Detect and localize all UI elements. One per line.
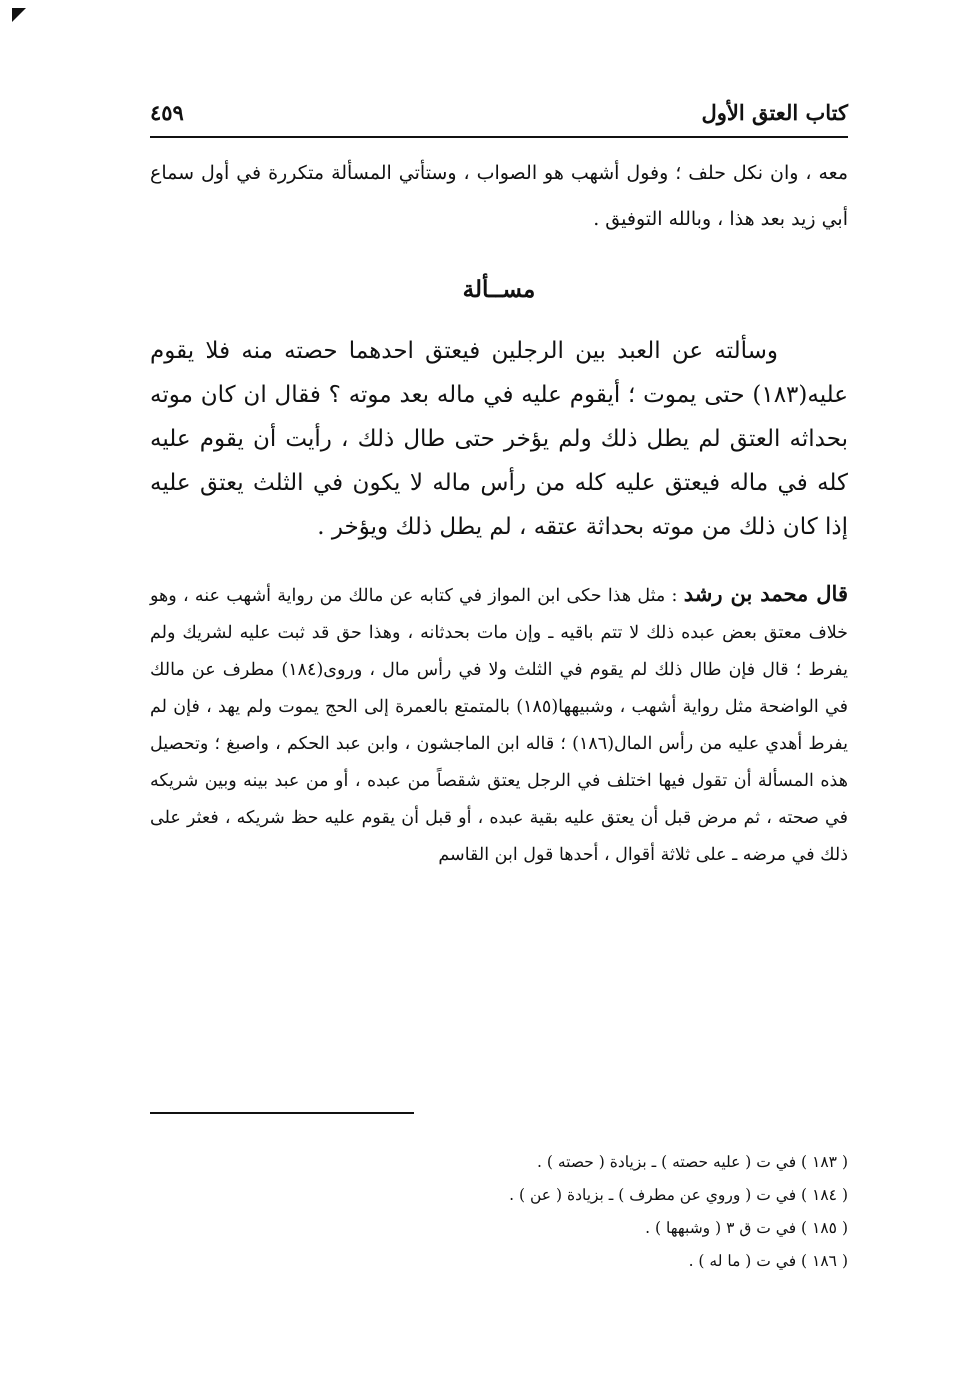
section-heading: مســألة xyxy=(462,276,536,303)
commentary-line: الواضحة مثل رواية أشهب ، وشبيهها(١٨٥) بالمتمتع بالعمرة إلى الحج يموت xyxy=(278,697,819,717)
page-body xyxy=(150,92,848,874)
commentary-line: : مثل هذا حكى ابن المواز في كتابه عن مالك xyxy=(348,586,684,606)
footnote-item: ( ١٨٤ ) في ت ( وروي عن مطرف ) ـ بزيادة ( عن ) . xyxy=(509,1186,848,1204)
question-line: كان موته بحداثه العتق لم يطل ذلك ولم يؤخر حتى طال ذلك ، xyxy=(150,382,848,452)
commentary-line: ولم يهد ، فإن لم يفرط أهدي عليه من رأس المال(١٨٦) ؛ قاله ابن xyxy=(150,697,848,754)
question-line: وسألته عن العبد بين الرجلين فيعتق احدهما حصته منه فلا xyxy=(205,338,779,364)
opening-line: معه ، وان نكل حلف ؛ وفول أشهب هو الصواب ، وستأتي المسألة متكررة xyxy=(268,162,848,184)
commentary-line: شريكه ، فعثر على ذلك في مرضه ـ على ثلاثة أقوال ، أحدها قول ابن القاسم xyxy=(150,808,848,865)
footnotes xyxy=(150,1146,848,1278)
commentary-paragraph xyxy=(150,575,848,874)
footnote-item: ( ١٨٥ ) في ت ق ٣ ( وشبهها ) . xyxy=(645,1219,848,1237)
commentary-line: اختلف في الرجل يعتق شقصاً من عبده ، أو من عبد بينه وبين شريكه في xyxy=(150,771,848,828)
commentary-speaker: قال محمد بن رشد xyxy=(683,581,848,606)
commentary-line: من رواية أشهب عنه ، وهو خلاف معتق بعض عبده ذلك لا تتم باقيه ـ وإن xyxy=(150,586,848,643)
commentary-line: صحته ، ثم مرض قبل أن يعتق عليه بقية عبده ، أو قبل أن يقوم عليه حظ xyxy=(290,808,819,828)
header-rule xyxy=(150,136,848,138)
commentary-line: الماجشون ، وابن عبد الحكم ، واصبغ ؛ وتحصيل هذه المسألة أن تقول فيها xyxy=(150,734,848,791)
opening-line: في أول سماع أبي زيد بعد هذا ، وبالله التوفيق . xyxy=(150,162,848,230)
footnote-item: ( ١٨٦ ) في ت ( ما له ) . xyxy=(688,1252,848,1270)
question-paragraph xyxy=(150,329,848,549)
corner-mark xyxy=(12,8,26,22)
commentary-line: لم يقوم في الثلث ولا في رأس مال ، وروى(١٨٤) مطرف عن مالك في xyxy=(150,660,848,717)
running-title: كتاب العتق الأول xyxy=(701,100,848,125)
question-line: ذلك ويؤخر . xyxy=(317,514,433,540)
question-line: رأيت أن يقوم عليه كله في ماله فيعتق عليه كله من رأس ماله لا يكون xyxy=(150,426,848,496)
footnote-item: ( ١٨٣ ) في ت ( عليه حصته ) ـ بزيادة ( حصته ) . xyxy=(537,1153,848,1171)
commentary-line: مات بحدثانه ، وهذا حق قد ثبت عليه لشريك ولم يفرط ؛ قال فإن طال ذلك xyxy=(150,623,848,680)
footnote-rule xyxy=(150,1112,414,1114)
page-number: ٤٥٩ xyxy=(150,100,184,125)
opening-paragraph xyxy=(150,150,848,242)
question-line: يقوم عليه(١٨٣) حتى يموت ؛ أيقوم عليه في ماله بعد موته ؟ فقال ان xyxy=(150,338,848,408)
question-line: في الثلث يعتق عليه إذا كان ذلك من موته بحداثة عتقه ، لم يطل xyxy=(150,470,848,540)
page-header xyxy=(150,92,848,138)
